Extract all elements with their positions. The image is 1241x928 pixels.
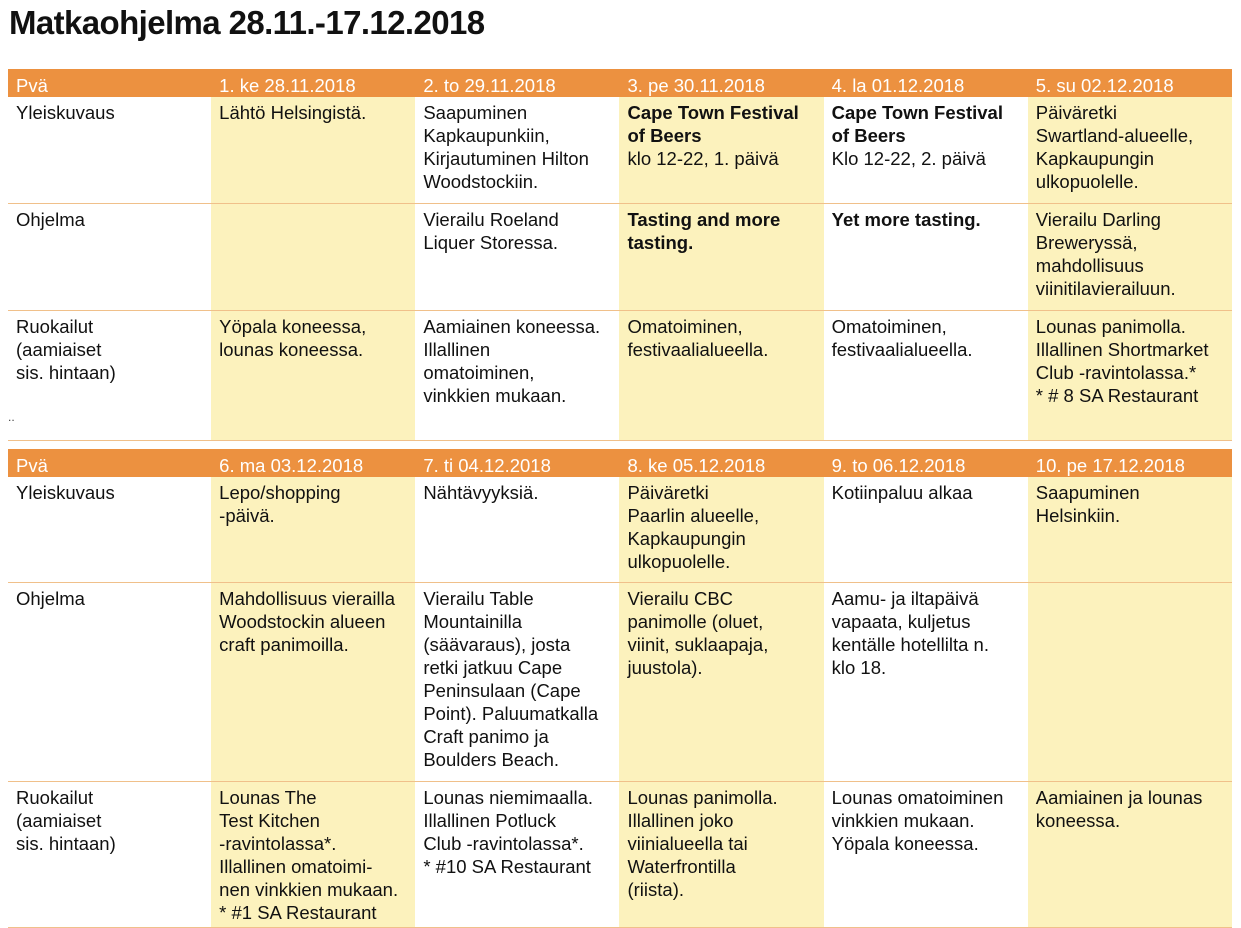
- row-label-cell: [8, 204, 211, 311]
- cell-text-line: Cape Town Festival: [831, 102, 1003, 123]
- cell-text-line: Kapkaupungin: [1035, 148, 1155, 169]
- cell-text-line: kentälle hotellilta n.: [831, 634, 989, 655]
- cell-text-line: Lounas The: [219, 787, 317, 808]
- cell-text-line: Omatoiminen,: [831, 316, 947, 337]
- schedule-cell: [415, 311, 619, 441]
- cell-text-line: Aamiainen ja lounas: [1035, 787, 1203, 808]
- schedule-cell: [824, 583, 1028, 782]
- schedule-cell: [619, 782, 823, 928]
- cell-text-line: viinialueella tai: [627, 833, 748, 854]
- cell-text-line: craft panimoilla.: [219, 634, 349, 655]
- cell-text-line: klo 12-22, 1. päivä: [627, 148, 779, 169]
- cell-text-line: of Beers: [627, 125, 702, 146]
- schedule-cell: [211, 311, 415, 441]
- cell-text-line: Mountainilla: [423, 611, 523, 632]
- schedule-cell: [619, 311, 823, 441]
- cell-text-line: Päiväretki: [627, 482, 709, 503]
- cell-text-line: Liquer Storessa.: [423, 232, 559, 253]
- cell-text-line: Boulders Beach.: [423, 749, 560, 770]
- itinerary-table-week-2: [8, 449, 1232, 928]
- schedule-cell: [1028, 311, 1232, 441]
- schedule-cell: [211, 782, 415, 928]
- cell-text-line: festivaalialueella.: [627, 339, 769, 360]
- cell-text-line: panimolle (oluet,: [627, 611, 764, 632]
- cell-text-line: * #1 SA Restaurant: [219, 902, 377, 923]
- cell-text-line: * # 8 SA Restaurant: [1035, 385, 1199, 406]
- cell-text-line: Cape Town Festival: [627, 102, 799, 123]
- schedule-cell: [619, 204, 823, 311]
- header-cell-day: 8. ke 05.12.2018: [619, 449, 823, 477]
- cell-text-line: Yöpala koneessa,: [219, 316, 367, 337]
- header-cell-day: 10. pe 17.12.2018: [1028, 449, 1232, 477]
- cell-text-line: Yöpala koneessa.: [831, 833, 979, 854]
- cell-text-line: Kapkaupungin: [627, 528, 746, 549]
- cell-text-line: Club -ravintolassa*.: [423, 833, 584, 854]
- cell-text-line: omatoiminen,: [423, 362, 535, 383]
- cell-text-line: retki jatkuu Cape: [423, 657, 563, 678]
- cell-text-line: Lounas panimolla.: [627, 787, 778, 808]
- schedule-cell: [619, 477, 823, 583]
- cell-text-line: Vierailu Roeland: [423, 209, 559, 230]
- schedule-cell: [415, 583, 619, 782]
- cell-text-line: Paarlin alueelle,: [627, 505, 760, 526]
- cell-text-line: Lounas omatoiminen: [831, 787, 1004, 808]
- cell-text-line: Peninsulaan (Cape: [423, 680, 581, 701]
- schedule-cell: [415, 97, 619, 204]
- row-label-line: Yleiskuvaus: [16, 482, 115, 503]
- cell-text-line: Lounas panimolla.: [1035, 316, 1186, 337]
- row-label-line: Ohjelma: [16, 588, 85, 609]
- cell-text-line: Vierailu Table: [423, 588, 534, 609]
- cell-text-line: tasting.: [627, 232, 694, 253]
- header-cell-day: 3. pe 30.11.2018: [619, 69, 823, 97]
- schedule-cell: [619, 97, 823, 204]
- cell-text-line: Illallinen joko: [627, 810, 734, 831]
- schedule-cell: [1028, 477, 1232, 583]
- cell-text-line: Klo 12-22, 2. päivä: [831, 148, 986, 169]
- schedule-cell: [211, 204, 415, 311]
- header-cell-day: 9. to 06.12.2018: [824, 449, 1028, 477]
- table-row: [8, 204, 1232, 311]
- cell-text-line: mahdollisuus: [1035, 255, 1144, 276]
- row-label-line: Ruokailut: [16, 316, 94, 337]
- cell-text-line: Lepo/shopping: [219, 482, 341, 503]
- schedule-cell: [619, 583, 823, 782]
- row-label-line: Yleiskuvaus: [16, 102, 115, 123]
- schedule-cell: [211, 97, 415, 204]
- table-row: [8, 583, 1232, 782]
- cell-text-line: Helsinkiin.: [1035, 505, 1121, 526]
- schedule-cell: [1028, 583, 1232, 782]
- row-label-line: sis. hintaan): [16, 362, 116, 383]
- row-label-cell: [8, 583, 211, 782]
- header-cell-day: 5. su 02.12.2018: [1028, 69, 1232, 97]
- schedule-cell: [1028, 204, 1232, 311]
- schedule-cell: [415, 204, 619, 311]
- section-separator: ..: [8, 410, 15, 424]
- schedule-cell: [824, 477, 1028, 583]
- row-label-line: Ohjelma: [16, 209, 85, 230]
- cell-text-line: Club -ravintolassa.*: [1035, 362, 1197, 383]
- cell-text-line: juustola).: [627, 657, 703, 678]
- header-cell-day: 6. ma 03.12.2018: [211, 449, 415, 477]
- cell-text-line: Omatoiminen,: [627, 316, 743, 337]
- row-label-line: (aamiaiset: [16, 339, 102, 360]
- cell-text-line: Woodstockiin.: [423, 171, 539, 192]
- cell-text-line: vapaata, kuljetus: [831, 611, 971, 632]
- row-label-cell: [8, 477, 211, 583]
- schedule-cell: [824, 204, 1028, 311]
- cell-text-line: nen vinkkien mukaan.: [219, 879, 399, 900]
- header-cell-label: Pvä: [8, 449, 211, 477]
- schedule-cell: [415, 782, 619, 928]
- cell-text-line: Woodstockin alueen: [219, 611, 386, 632]
- cell-text-line: Breweryssä,: [1035, 232, 1138, 253]
- cell-text-line: viinitilavierailuun.: [1035, 278, 1176, 299]
- schedule-cell: [415, 477, 619, 583]
- cell-text-line: Illallinen Shortmarket: [1035, 339, 1209, 360]
- schedule-cell: [211, 583, 415, 782]
- cell-text-line: vinkkien mukaan.: [831, 810, 975, 831]
- row-label-cell: [8, 782, 211, 928]
- cell-text-line: * #10 SA Restaurant: [423, 856, 591, 877]
- table-row: [8, 477, 1232, 583]
- row-label-line: (aamiaiset: [16, 810, 102, 831]
- cell-text-line: Lähtö Helsingistä.: [219, 102, 367, 123]
- cell-text-line: -päivä.: [219, 505, 275, 526]
- cell-text-line: Yet more tasting.: [831, 209, 981, 230]
- cell-text-line: ulkopuolelle.: [1035, 171, 1139, 192]
- schedule-cell: [824, 782, 1028, 928]
- cell-text-line: (riista).: [627, 879, 684, 900]
- schedule-cell: [824, 311, 1028, 441]
- cell-text-line: Lounas niemimaalla.: [423, 787, 593, 808]
- cell-text-line: -ravintolassa*.: [219, 833, 337, 854]
- cell-text-line: vinkkien mukaan.: [423, 385, 567, 406]
- cell-text-line: Illallinen Potluck: [423, 810, 556, 831]
- cell-text-line: Päiväretki: [1035, 102, 1118, 123]
- cell-text-line: Craft panimo ja: [423, 726, 549, 747]
- schedule-cell: [1028, 97, 1232, 204]
- cell-text-line: Tasting and more: [627, 209, 781, 230]
- cell-text-line: Aamiainen koneessa.: [423, 316, 601, 337]
- cell-text-line: viinit, suklaapaja,: [627, 634, 769, 655]
- cell-text-line: Kirjautuminen Hilton: [423, 148, 589, 169]
- header-cell-label: Pvä: [8, 69, 211, 97]
- cell-text-line: Nähtävyyksiä.: [423, 482, 539, 503]
- table-header-row: [8, 69, 1232, 97]
- cell-text-line: Saapuminen: [1035, 482, 1140, 503]
- cell-text-line: Aamu- ja iltapäivä: [831, 588, 979, 609]
- header-cell-day: 7. ti 04.12.2018: [415, 449, 619, 477]
- row-label-line: sis. hintaan): [16, 833, 116, 854]
- cell-text-line: (säävaraus), josta: [423, 634, 571, 655]
- cell-text-line: of Beers: [831, 125, 906, 146]
- cell-text-line: Illallinen: [423, 339, 491, 360]
- table-row: [8, 782, 1232, 928]
- header-cell-day: 1. ke 28.11.2018: [211, 69, 415, 97]
- header-cell-day: 2. to 29.11.2018: [415, 69, 619, 97]
- schedule-cell: [1028, 782, 1232, 928]
- row-label-cell: [8, 97, 211, 204]
- cell-text-line: Kotiinpaluu alkaa: [831, 482, 973, 503]
- schedule-cell: [824, 97, 1028, 204]
- cell-text-line: Kapkaupunkiin,: [423, 125, 550, 146]
- cell-text-line: Mahdollisuus vierailla: [219, 588, 395, 609]
- cell-text-line: Illallinen omatoimi-: [219, 856, 373, 877]
- cell-text-line: festivaalialueella.: [831, 339, 973, 360]
- cell-text-line: koneessa.: [1035, 810, 1121, 831]
- cell-text-line: Vierailu Darling: [1035, 209, 1161, 230]
- table-row: [8, 97, 1232, 204]
- table-header-row: [8, 449, 1232, 477]
- cell-text-line: Swartland-alueelle,: [1035, 125, 1194, 146]
- cell-text-line: Waterfrontilla: [627, 856, 736, 877]
- row-label-line: Ruokailut: [16, 787, 94, 808]
- table-row: [8, 311, 1232, 441]
- cell-text-line: klo 18.: [831, 657, 887, 678]
- row-label-cell: [8, 311, 211, 441]
- schedule-cell: [211, 477, 415, 583]
- cell-text-line: lounas koneessa.: [219, 339, 364, 360]
- cell-text-line: Saapuminen: [423, 102, 528, 123]
- page-title: Matkaohjelma 28.11.-17.12.2018: [9, 4, 485, 41]
- cell-text-line: Point). Paluumatkalla: [423, 703, 599, 724]
- itinerary-table-week-1: [8, 69, 1232, 441]
- cell-text-line: Test Kitchen: [219, 810, 320, 831]
- cell-text-line: ulkopuolelle.: [627, 551, 731, 572]
- cell-text-line: Vierailu CBC: [627, 588, 734, 609]
- header-cell-day: 4. la 01.12.2018: [824, 69, 1028, 97]
